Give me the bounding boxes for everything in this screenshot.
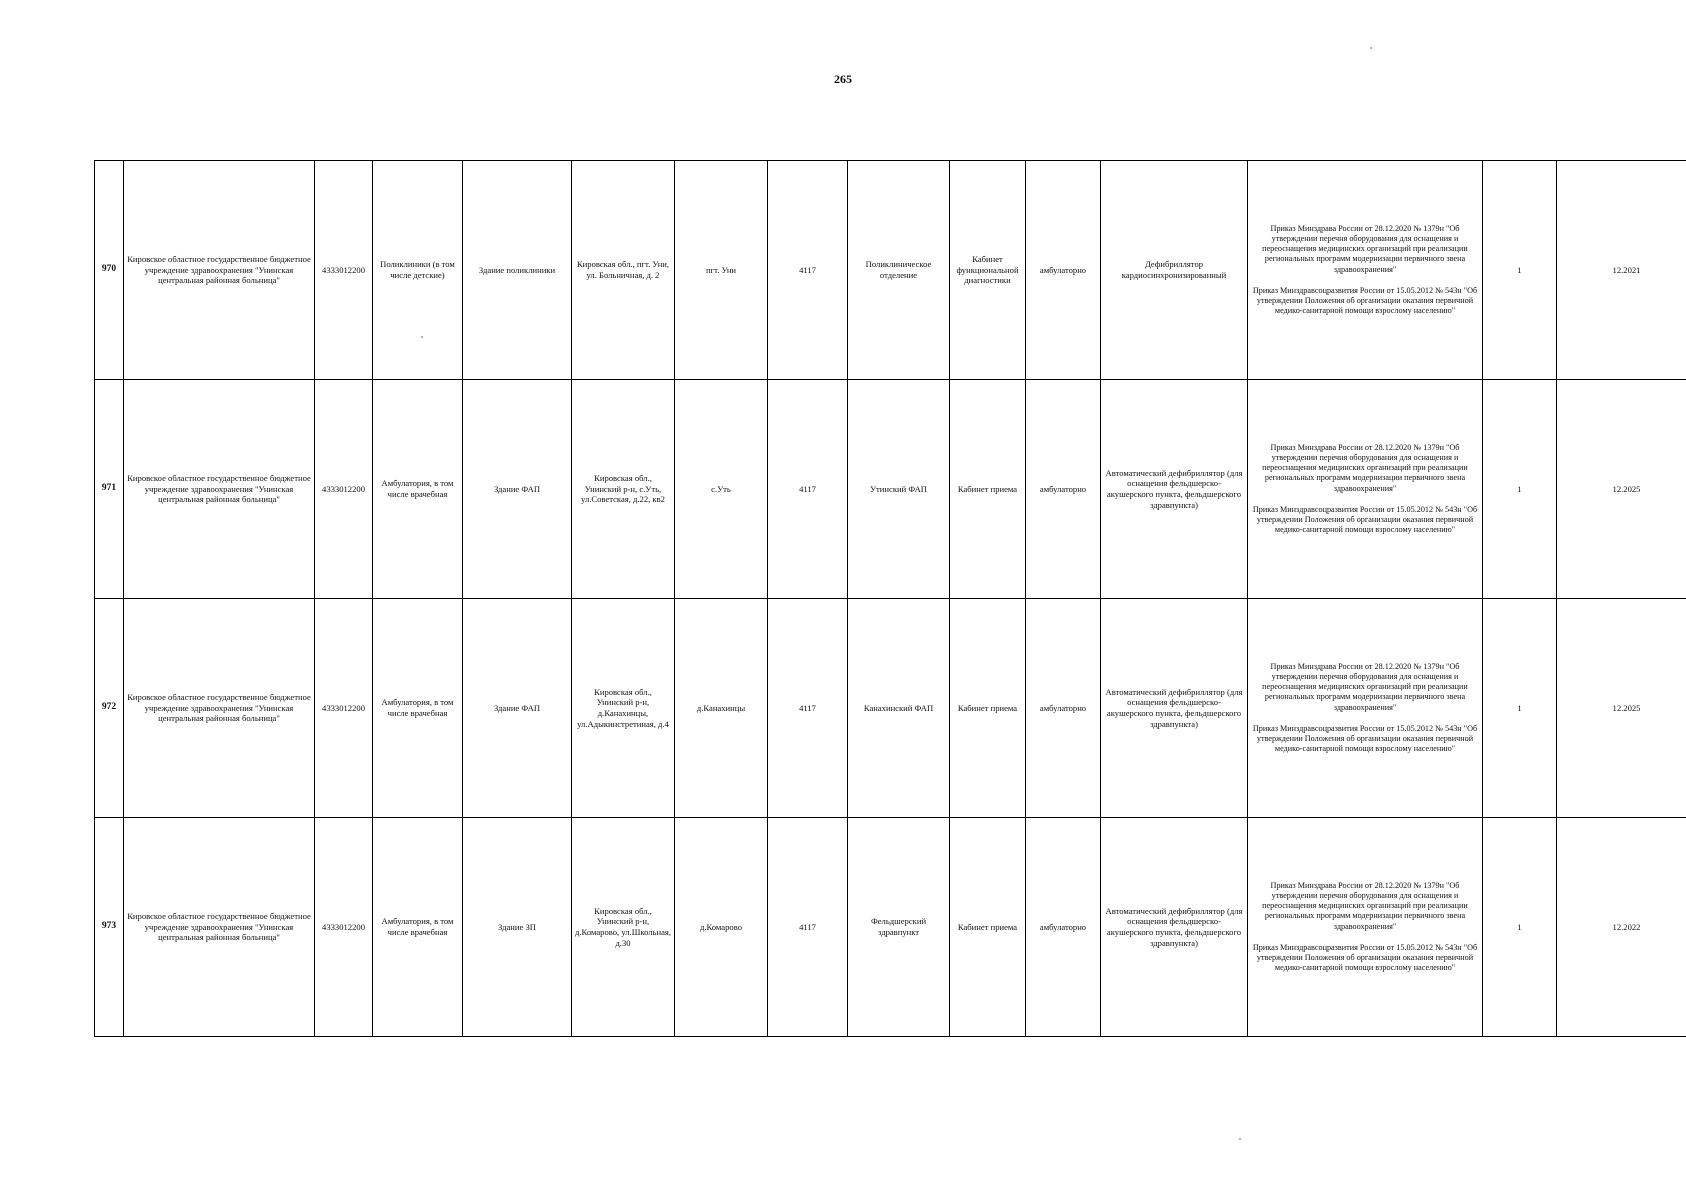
quantity: 1 xyxy=(1483,380,1557,599)
building: Здание ФАП xyxy=(463,380,572,599)
address: Кировская обл., пгт. Уни, ул. Больничная, д. 2 xyxy=(572,161,675,380)
table-row xyxy=(95,380,1686,599)
address: Кировская обл., Унинский р-н, д.Канахинцы, ул.Адыкинстретиная, д.4 xyxy=(572,599,675,818)
territory-code: 4117 xyxy=(768,599,848,818)
inn-code: 4333012200 xyxy=(315,599,373,818)
territory-code: 4117 xyxy=(768,818,848,1037)
facility-type: Амбулатория, в том числе врачебная xyxy=(373,599,463,818)
legal-basis xyxy=(1248,380,1483,599)
legal-basis-order-1379n: Приказ Минздрава России от 28.12.2020 № 1379н "Об утверждении перечня оборудования для оснащения и переоснащения медицинских организаций при реализации региональных программ модернизации первичного звена здравоохранения" xyxy=(1262,223,1468,274)
row-number: 970 xyxy=(95,161,124,380)
locality: с.Уть xyxy=(675,380,768,599)
legal-basis xyxy=(1248,818,1483,1037)
table-row xyxy=(95,161,1686,380)
page-number: 265 xyxy=(834,72,852,86)
address: Кировская обл., Унинский р-н, с.Уть, ул.Советская, д.22, кв2 xyxy=(572,380,675,599)
organization-name: Кировское областное государственное бюджетное учреждение здравоохранения "Унинская центральная районная больница" xyxy=(124,599,315,818)
row-number: 972 xyxy=(95,599,124,818)
department: Поликлиническое отделение xyxy=(848,161,950,380)
address: Кировская обл., Унинский р-н, д.Комарово, ул.Школьная, д.30 xyxy=(572,818,675,1037)
organization-name: Кировское областное государственное бюджетное учреждение здравоохранения "Унинская центральная районная больница" xyxy=(124,161,315,380)
locality: д.Комарово xyxy=(675,818,768,1037)
organization-name: Кировское областное государственное бюджетное учреждение здравоохранения "Унинская центральная районная больница" xyxy=(124,380,315,599)
legal-basis-order-543n: Приказ Минздравсоцразвития России от 15.05.2012 № 543н "Об утверждении Положения об организации оказания первичной медико-санитарной помощи взрослому населению" xyxy=(1252,723,1478,754)
legal-basis-order-543n: Приказ Минздравсоцразвития России от 15.05.2012 № 543н "Об утверждении Положения об организации оказания первичной медико-санитарной помощи взрослому населению" xyxy=(1252,504,1478,535)
row-number: 971 xyxy=(95,380,124,599)
building: Здание поликлиники xyxy=(463,161,572,380)
care-mode: амбулаторно xyxy=(1026,599,1101,818)
legal-basis-order-1379n: Приказ Минздрава России от 28.12.2020 № 1379н "Об утверждении перечня оборудования для оснащения и переоснащения медицинских организаций при реализации региональных программ модернизации первичного звена здравоохранения" xyxy=(1262,442,1468,493)
legal-basis-order-543n: Приказ Минздравсоцразвития России от 15.05.2012 № 543н "Об утверждении Положения об организации оказания первичной медико-санитарной помощи взрослому населению" xyxy=(1252,285,1478,316)
equipment-registry-table xyxy=(94,160,1686,1037)
equipment-name: Автоматический дефибриллятор (для оснащения фельдшерско-акушерского пункта, фельдшерского здравпункта) xyxy=(1101,818,1248,1037)
delivery-date: 12.2025 xyxy=(1557,599,1686,818)
building: Здание ЗП xyxy=(463,818,572,1037)
delivery-date: 12.2025 xyxy=(1557,380,1686,599)
care-mode: амбулаторно xyxy=(1026,161,1101,380)
scan-speck xyxy=(421,336,423,338)
department: Утинский ФАП xyxy=(848,380,950,599)
legal-basis-order-1379n: Приказ Минздрава России от 28.12.2020 № 1379н "Об утверждении перечня оборудования для оснащения и переоснащения медицинских организаций при реализации региональных программ модернизации первичного звена здравоохранения" xyxy=(1262,880,1468,931)
room: Кабинет приема xyxy=(950,380,1026,599)
quantity: 1 xyxy=(1483,599,1557,818)
room: Кабинет функциональной диагностики xyxy=(950,161,1026,380)
quantity: 1 xyxy=(1483,818,1557,1037)
inn-code: 4333012200 xyxy=(315,818,373,1037)
table-row xyxy=(95,599,1686,818)
scan-speck xyxy=(1239,1138,1241,1140)
territory-code: 4117 xyxy=(768,380,848,599)
quantity: 1 xyxy=(1483,161,1557,380)
building: Здание ФАП xyxy=(463,599,572,818)
organization-name: Кировское областное государственное бюджетное учреждение здравоохранения "Унинская центральная районная больница" xyxy=(124,818,315,1037)
inn-code: 4333012200 xyxy=(315,380,373,599)
facility-type: Амбулатория, в том числе врачебная xyxy=(373,818,463,1037)
locality: пгт. Уни xyxy=(675,161,768,380)
territory-code: 4117 xyxy=(768,161,848,380)
equipment-name: Автоматический дефибриллятор (для оснащения фельдшерско-акушерского пункта, фельдшерского здравпункта) xyxy=(1101,380,1248,599)
room: Кабинет приема xyxy=(950,599,1026,818)
row-number: 973 xyxy=(95,818,124,1037)
department: Канахинский ФАП xyxy=(848,599,950,818)
delivery-date: 12.2021 xyxy=(1557,161,1686,380)
department: Фельдшерский здравпункт xyxy=(848,818,950,1037)
table-row xyxy=(95,818,1686,1037)
locality: д.Канахинцы xyxy=(675,599,768,818)
legal-basis xyxy=(1248,161,1483,380)
legal-basis-order-543n: Приказ Минздравсоцразвития России от 15.05.2012 № 543н "Об утверждении Положения об организации оказания первичной медико-санитарной помощи взрослому населению" xyxy=(1252,942,1478,973)
equipment-name: Дефибриллятор кардиосинхронизированный xyxy=(1101,161,1248,380)
legal-basis xyxy=(1248,599,1483,818)
care-mode: амбулаторно xyxy=(1026,380,1101,599)
care-mode: амбулаторно xyxy=(1026,818,1101,1037)
delivery-date: 12.2022 xyxy=(1557,818,1686,1037)
room: Кабинет приема xyxy=(950,818,1026,1037)
facility-type: Амбулатория, в том числе врачебная xyxy=(373,380,463,599)
facility-type: Поликлиники (в том числе детские) xyxy=(373,161,463,380)
scan-speck xyxy=(1370,47,1372,49)
inn-code: 4333012200 xyxy=(315,161,373,380)
legal-basis-order-1379n: Приказ Минздрава России от 28.12.2020 № 1379н "Об утверждении перечня оборудования для оснащения и переоснащения медицинских организаций при реализации региональных программ модернизации первичного звена здравоохранения" xyxy=(1262,661,1468,712)
equipment-name: Автоматический дефибриллятор (для оснащения фельдшерско-акушерского пункта, фельдшерского здравпункта) xyxy=(1101,599,1248,818)
